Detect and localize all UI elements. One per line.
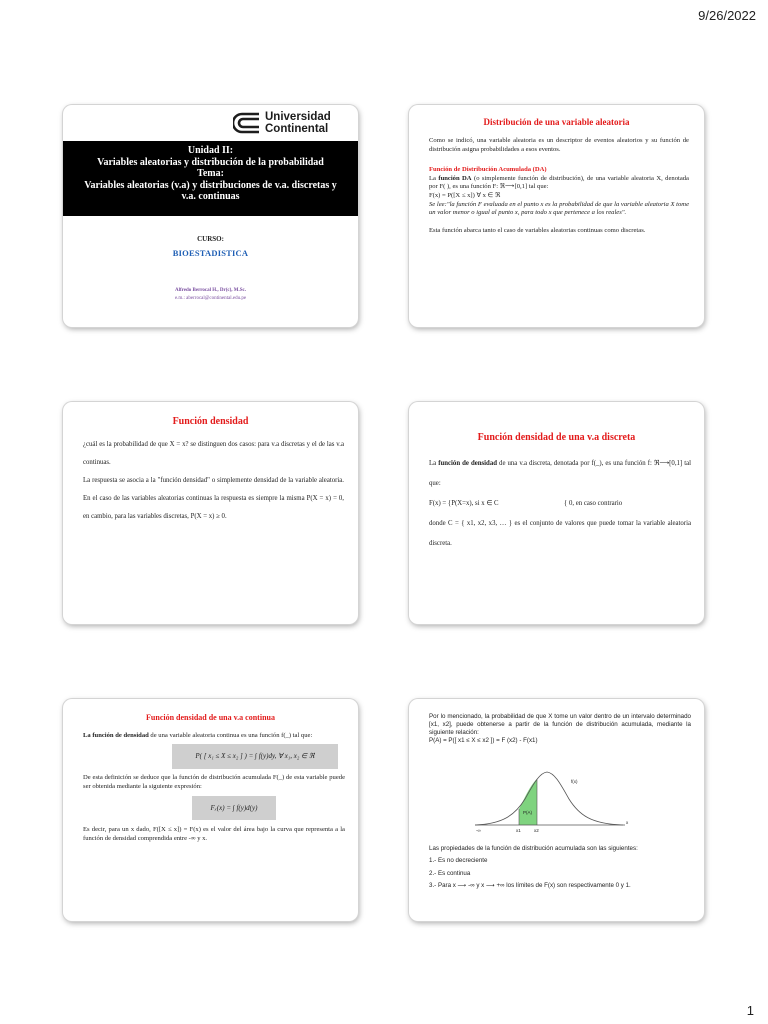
slide-6-interval-probability <box>409 699 704 921</box>
cdf-paragraph: De esta definición se deduce que la función de distribución acumulada F(_) de esta variable puede ser obtenida mediante la siguiente expresión: <box>83 774 345 790</box>
area-label: P(A) <box>523 810 532 815</box>
x2-label: x2 <box>534 828 539 833</box>
slide-body <box>429 713 691 745</box>
properties-list <box>429 845 691 893</box>
property-item: 3.- Para x ⟶ -∞ y x ⟶ +∞ los límites de F(x) son respectivamente 0 y 1. <box>429 882 631 889</box>
definition-paragraph: La función DA (o simplemente función de distribución), de una variable aleatoria X, denotada por F( ), es una función F: ℜ⟶[0,1] tal que: <box>429 174 689 191</box>
slide-body <box>429 454 691 554</box>
formula-case-2: { 0, en caso contrario <box>564 500 623 507</box>
logo-line-1: Universidad <box>265 111 331 123</box>
university-logo <box>233 111 331 135</box>
author-name: Alfredo Berrocal H., Dr(c), M.Sc. <box>174 288 247 293</box>
set-paragraph: donde C = { x1, x2, x3, … } es el conjunto de valores que puede tomar la variable aleatoria discreta. <box>429 520 691 547</box>
course-label: CURSO: <box>197 235 224 243</box>
definition-term: La función de densidad <box>83 732 149 739</box>
interval-paragraph: Por lo mencionado, la probabilidad de que X tome un valor dentro de un intervalo determinado [x1, x2], puede obtenerse a partir de la función de distribución acumulada, mediante la siguiente relación: <box>429 713 691 736</box>
print-date: 9/26/2022 <box>698 8 756 23</box>
slide-title: Función densidad de una v.a continua <box>146 713 275 722</box>
continental-logo-icon <box>233 111 261 135</box>
shaded-area <box>519 779 537 825</box>
x1-label: x1 <box>516 828 521 833</box>
properties-intro: Las propiedades de la función de distribución acumulada son las siguientes: <box>429 845 638 852</box>
slide-title: Función densidad <box>172 416 249 427</box>
curve-label: f(x) <box>571 779 578 784</box>
topic-name-line-2: v.a. continuas <box>181 191 240 202</box>
logo-line-2: Continental <box>265 123 329 135</box>
slide-title: Distribución de una variable aleatoria <box>483 117 630 127</box>
topic-name-line-1: Variables aleatorias (v.a) y distribuciones de v.a. discretas y <box>84 179 337 191</box>
neg-infinity-label: -∞ <box>476 828 481 833</box>
unit-label: Unidad II: <box>187 145 234 156</box>
reading-note: Se lee:"la función F evaluada en el punto x es la probabilidad de que la variable aleatoria X tome un valor menor o igual al punto x, para todo x que pertenece a los reales". <box>429 200 689 217</box>
topic-label: Tema: <box>197 168 224 179</box>
definition-term: función de densidad <box>438 460 498 467</box>
slide-3-density <box>63 402 358 624</box>
cdf-formula: F(x) = P([X ≤ x]) ∀ x ∈ ℜ <box>429 191 501 199</box>
author-email: e.m.: aberrocal@continental.edu.pe <box>174 296 247 301</box>
formula-case-1: F(x) = {P(X=x), si x ∈ C <box>429 500 499 507</box>
x-axis-label: x <box>626 820 629 825</box>
slide-body <box>429 137 689 235</box>
answer-paragraph: La respuesta se asocia a la "función densidad" o simplemente densidad de la variable aleatoria. En el caso de las variables aleatorias continuas la respuesta es siempre la misma P(X = x) = 0, en cambio, para las variables discretas, P(X = x) ≥ 0. <box>83 477 344 520</box>
slide-body <box>83 731 345 843</box>
property-item: 2.- Es continua <box>429 869 471 877</box>
definition-term: función DA <box>438 174 472 182</box>
slide-title: Función densidad de una v.a discreta <box>477 432 636 443</box>
course-name: BIOESTADISTICA <box>172 248 249 258</box>
area-paragraph: Es decir, para un x dado, F([X ≤ x]) = F(x) es el valor del área bajo la curva que representa a la función de densidad comprendida entre -∞ y x. <box>83 826 345 842</box>
slide-5-continuous-density <box>63 699 358 921</box>
slide-body <box>83 436 344 526</box>
normal-curve-diagram <box>473 767 633 835</box>
page-number: 1 <box>746 1003 754 1018</box>
section-subtitle: Función de Distribución Acumulada (DA) <box>429 166 547 174</box>
probability-integral-formula: P( [ x₁ ≤ X ≤ x₂ ] ) = ∫ f(y)dy, ∀ x₁, x₂ ∈ ℜ <box>172 744 338 769</box>
closing-paragraph: Esta función abarca tanto el caso de variables aleatorias continuas como discretas. <box>429 226 646 234</box>
title-band <box>63 141 358 216</box>
density-curve <box>475 772 623 825</box>
definition-paragraph: La función de densidad de una variable aleatoria continua es una función f(_) tal que: <box>83 732 313 739</box>
interval-formula: P(A) = P([ x1 ≤ X ≤ x2 ]) = F (x2) - F(x1) <box>429 737 538 744</box>
definition-paragraph: La función de densidad de una v.a discreta, denotada por f(_), es una función f: ℜ⟶[0,1] tal que: <box>429 460 692 487</box>
property-item: 1.- Es no decreciente <box>429 857 488 864</box>
slide-1-title <box>63 105 358 327</box>
unit-name: Variables aleatorias y distribución de la probabilidad <box>97 156 324 168</box>
intro-paragraph: Como se indicó, una variable aleatoria es un descriptor de eventos aleatorios y su función de distribución asigna probabilidades a esos eventos. <box>429 137 689 153</box>
slide-2-distribution <box>409 105 704 327</box>
cdf-integral-formula: Fₓ(x) = ∫ f(y)d(y) <box>192 796 276 820</box>
slide-4-discrete-density <box>409 402 704 624</box>
piecewise-formula <box>429 494 691 514</box>
question-paragraph: ¿cuál es la probabilidad de que X = x? se distinguen dos casos: para v.a discretas y el de las v.a continuas. <box>83 441 344 466</box>
